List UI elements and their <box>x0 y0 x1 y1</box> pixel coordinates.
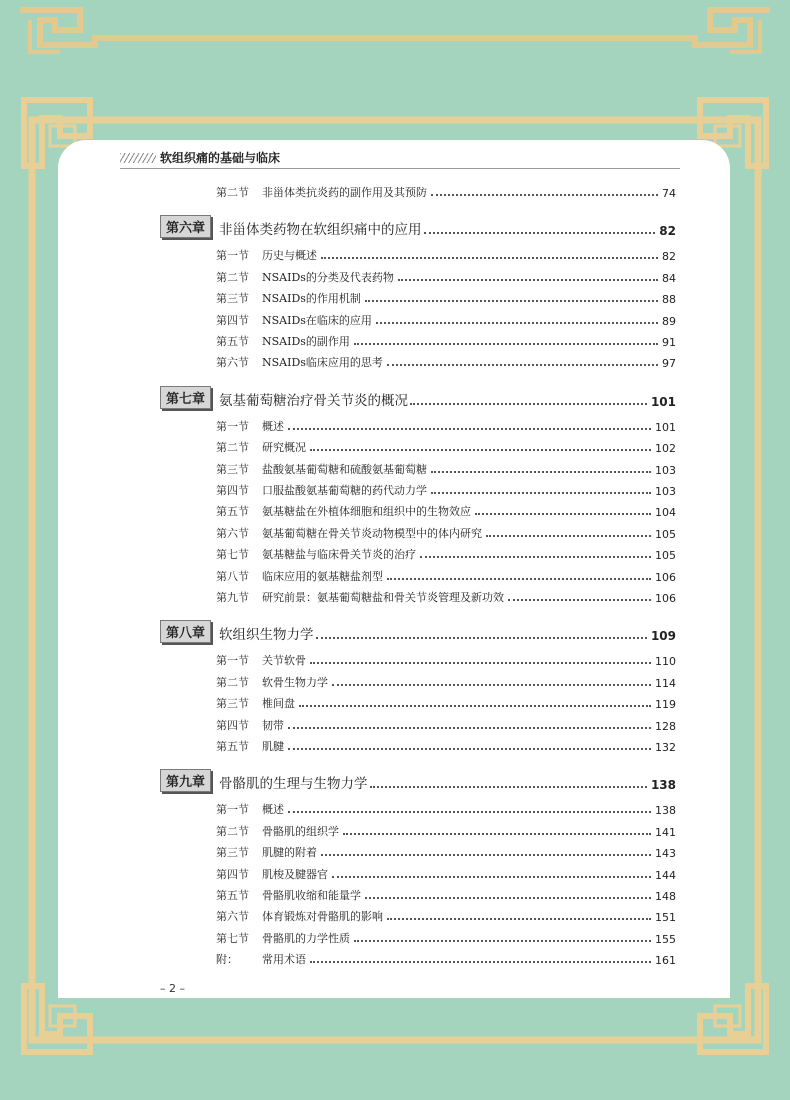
page-ref: 128 <box>655 719 676 733</box>
page-ref: 144 <box>655 868 676 882</box>
section-label: 第四节 <box>216 313 249 327</box>
section-label: 第九节 <box>216 591 249 604</box>
page-ref: 88 <box>662 293 676 307</box>
section-title: 历史与概述 <box>262 249 317 263</box>
page-ref: 151 <box>655 911 676 925</box>
section-label: 第六节 <box>216 910 249 924</box>
section-label: 第五节 <box>216 740 249 753</box>
section-title: 临床应用的氨基糖盐剂型 <box>262 569 383 583</box>
page-ref: 97 <box>662 357 676 371</box>
dot-leader <box>376 322 658 324</box>
section-title: 韧带 <box>262 718 284 732</box>
dot-leader <box>420 556 651 558</box>
page-ref: 109 <box>650 629 676 644</box>
dot-leader <box>410 403 647 405</box>
toc-section-row <box>216 418 676 434</box>
section-title: 骨骼肌的力学性质 <box>262 931 350 945</box>
dot-leader <box>288 748 651 750</box>
page-ref: 106 <box>655 592 676 605</box>
top-ornamental-border <box>0 0 790 60</box>
section-label: 第六节 <box>216 526 249 540</box>
dot-leader <box>431 471 651 473</box>
section-title: NSAIDs在临床的应用 <box>262 313 372 327</box>
page-ref: 138 <box>655 804 676 818</box>
dot-leader <box>387 364 658 366</box>
section-label: 第一节 <box>216 803 249 817</box>
section-title: 常用术语 <box>262 953 306 967</box>
section-title: NSAIDs的分类及代表药物 <box>262 270 394 284</box>
dot-leader <box>288 727 651 729</box>
toc-section-row <box>216 333 676 349</box>
page-ref: 102 <box>655 442 676 456</box>
section-title: 概述 <box>262 803 284 817</box>
section-label: 第二节 <box>216 675 249 689</box>
toc-section-row <box>216 482 676 498</box>
dot-leader <box>332 684 651 686</box>
toc-section-row <box>216 503 676 519</box>
toc-section-row <box>216 930 676 946</box>
section-title: 骨骼肌收缩和能量学 <box>262 889 361 902</box>
section-title: 非甾体类抗炎药的副作用及其预防 <box>262 186 427 199</box>
toc-section-row <box>216 290 676 306</box>
section-label: 第二节 <box>216 186 249 199</box>
toc-section-row <box>216 908 676 924</box>
toc-section-row <box>216 844 676 860</box>
page-ref: 101 <box>655 420 676 434</box>
dot-leader <box>424 232 656 234</box>
toc-section-row <box>216 674 676 690</box>
toc-section-row <box>216 717 676 733</box>
dot-leader <box>508 599 651 601</box>
section-title: NSAIDs的作用机制 <box>262 292 361 306</box>
page-ref: 103 <box>655 463 676 477</box>
dot-leader <box>398 279 658 281</box>
toc-section-row <box>216 589 676 605</box>
chapter-title: 非甾体类药物在软组织痛中的应用 <box>219 222 422 239</box>
dot-leader <box>321 854 651 856</box>
dot-leader <box>288 811 651 813</box>
section-title: NSAIDs的副作用 <box>262 335 350 348</box>
toc-chapter-row <box>160 216 676 238</box>
section-title: 氨基糖盐在外植体细胞和组织中的生物效应 <box>262 505 471 519</box>
section-label: 第五节 <box>216 889 249 902</box>
dot-leader <box>310 961 651 963</box>
toc-section-row <box>216 887 676 903</box>
dot-leader <box>387 578 651 580</box>
section-title: 肌梭及腱器官 <box>262 867 328 881</box>
section-label: 第五节 <box>216 335 249 348</box>
page-ref: 82 <box>662 250 676 264</box>
chapter-label: 第七章 <box>160 386 211 409</box>
chapter-title: 骨骼肌的生理与生物力学 <box>219 776 368 793</box>
section-title: 体育锻炼对骨骼肌的影响 <box>262 910 383 924</box>
toc-chapter-row <box>160 621 676 643</box>
section-title: 肌腱 <box>262 740 284 753</box>
section-label: 第一节 <box>216 249 249 263</box>
toc-chapter-row <box>160 387 676 409</box>
section-label: 第三节 <box>216 292 249 306</box>
book-page <box>58 140 730 998</box>
section-title: 骨骼肌的组织学 <box>262 824 339 838</box>
section-label: 第八节 <box>216 569 249 583</box>
dot-leader <box>354 940 651 942</box>
dot-leader <box>332 876 651 878</box>
page-ref: 105 <box>655 549 676 563</box>
page-ref: 132 <box>655 741 676 754</box>
dot-leader <box>316 637 647 639</box>
page-ref: 110 <box>655 655 676 669</box>
page-ref: 148 <box>655 890 676 903</box>
page-ref: 119 <box>655 698 676 712</box>
page-ref: 89 <box>662 314 676 328</box>
page-ref: 155 <box>655 932 676 946</box>
section-label: 第三节 <box>216 462 249 476</box>
chapter-label: 第八章 <box>160 620 211 643</box>
table-of-contents <box>58 140 730 998</box>
page-ref: 82 <box>659 224 676 239</box>
section-title: 氨基糖盐与临床骨关节炎的治疗 <box>262 548 416 562</box>
page-ref: 141 <box>655 825 676 839</box>
dot-leader <box>431 492 651 494</box>
section-title: 概述 <box>262 419 284 433</box>
toc-section-row <box>216 269 676 285</box>
page-ref: 101 <box>650 394 676 409</box>
toc-section-row <box>216 951 676 967</box>
book-title: 软组织痛的基础与临床 <box>160 151 281 165</box>
section-title: 氨基葡萄糖在骨关节炎动物模型中的体内研究 <box>262 526 482 540</box>
page-ref: 104 <box>655 506 676 520</box>
page-ref: 143 <box>655 847 676 861</box>
toc-section-row <box>216 312 676 328</box>
section-title: 肌腱的附着 <box>262 846 317 860</box>
chapter-label: 第九章 <box>160 769 211 792</box>
dot-leader <box>365 897 651 899</box>
section-label: 第二节 <box>216 441 249 455</box>
section-label: 第三节 <box>216 697 249 711</box>
toc-section-row <box>216 439 676 455</box>
dot-leader <box>387 918 651 920</box>
toc-section-row <box>216 247 676 263</box>
toc-section-row <box>216 354 676 370</box>
section-label: 附： <box>216 953 238 967</box>
toc-section-row <box>216 695 676 711</box>
chapter-label: 第六章 <box>160 215 211 238</box>
page-ref: 106 <box>655 570 676 584</box>
section-label: 第四节 <box>216 867 249 881</box>
page-ref: 91 <box>662 336 676 349</box>
dot-leader <box>365 300 658 302</box>
page-ref: 84 <box>662 271 676 285</box>
dot-leader <box>299 705 651 707</box>
toc-section-row <box>216 823 676 839</box>
dot-leader <box>310 662 651 664</box>
page-ref: 114 <box>655 676 676 690</box>
dot-leader <box>310 449 651 451</box>
section-label: 第四节 <box>216 718 249 732</box>
dot-leader <box>343 833 651 835</box>
section-label: 第一节 <box>216 419 249 433</box>
page-number: – 2 – <box>160 982 185 995</box>
section-title: 研究前景：氨基葡萄糖盐和骨关节炎管理及新功效 <box>262 591 504 604</box>
dot-leader <box>288 428 651 430</box>
section-label: 第二节 <box>216 824 249 838</box>
section-label: 第四节 <box>216 484 249 497</box>
section-label: 第七节 <box>216 931 249 945</box>
section-label: 第一节 <box>216 654 249 668</box>
toc-section-row <box>216 568 676 584</box>
section-title: NSAIDs临床应用的思考 <box>262 356 383 370</box>
section-title: 软骨生物力学 <box>262 675 328 689</box>
page-ref: 103 <box>655 485 676 498</box>
chapter-title: 软组织生物力学 <box>219 627 314 644</box>
toc-section-row <box>216 461 676 477</box>
dot-leader <box>431 194 658 196</box>
dot-leader <box>354 343 658 345</box>
section-title: 关节软骨 <box>262 654 306 668</box>
section-label: 第五节 <box>216 505 249 519</box>
page-ref: 74 <box>662 187 676 200</box>
toc-section-row <box>216 801 676 817</box>
page-ref: 161 <box>655 954 676 968</box>
section-title: 盐酸氨基葡萄糖和硫酸氨基葡萄糖 <box>262 462 427 476</box>
section-title: 研究概况 <box>262 441 306 455</box>
toc-section-row <box>216 546 676 562</box>
toc-section-row <box>216 184 676 200</box>
section-title: 椎间盘 <box>262 697 295 711</box>
page-ref: 138 <box>650 778 676 793</box>
dot-leader <box>321 257 658 259</box>
toc-section-row <box>216 866 676 882</box>
toc-section-row <box>216 738 676 754</box>
section-label: 第二节 <box>216 270 249 284</box>
toc-section-row <box>216 652 676 668</box>
section-label: 第六节 <box>216 356 249 370</box>
section-title: 口服盐酸氨基葡萄糖的药代动力学 <box>262 484 427 497</box>
dot-leader <box>370 786 647 788</box>
chapter-title: 氨基葡萄糖治疗骨关节炎的概况 <box>219 392 409 409</box>
toc-section-row <box>216 525 676 541</box>
dot-leader <box>475 513 651 515</box>
toc-chapter-row <box>160 770 676 792</box>
page-ref: 105 <box>655 527 676 541</box>
section-label: 第七节 <box>216 548 249 562</box>
section-label: 第三节 <box>216 846 249 860</box>
dot-leader <box>486 535 651 537</box>
